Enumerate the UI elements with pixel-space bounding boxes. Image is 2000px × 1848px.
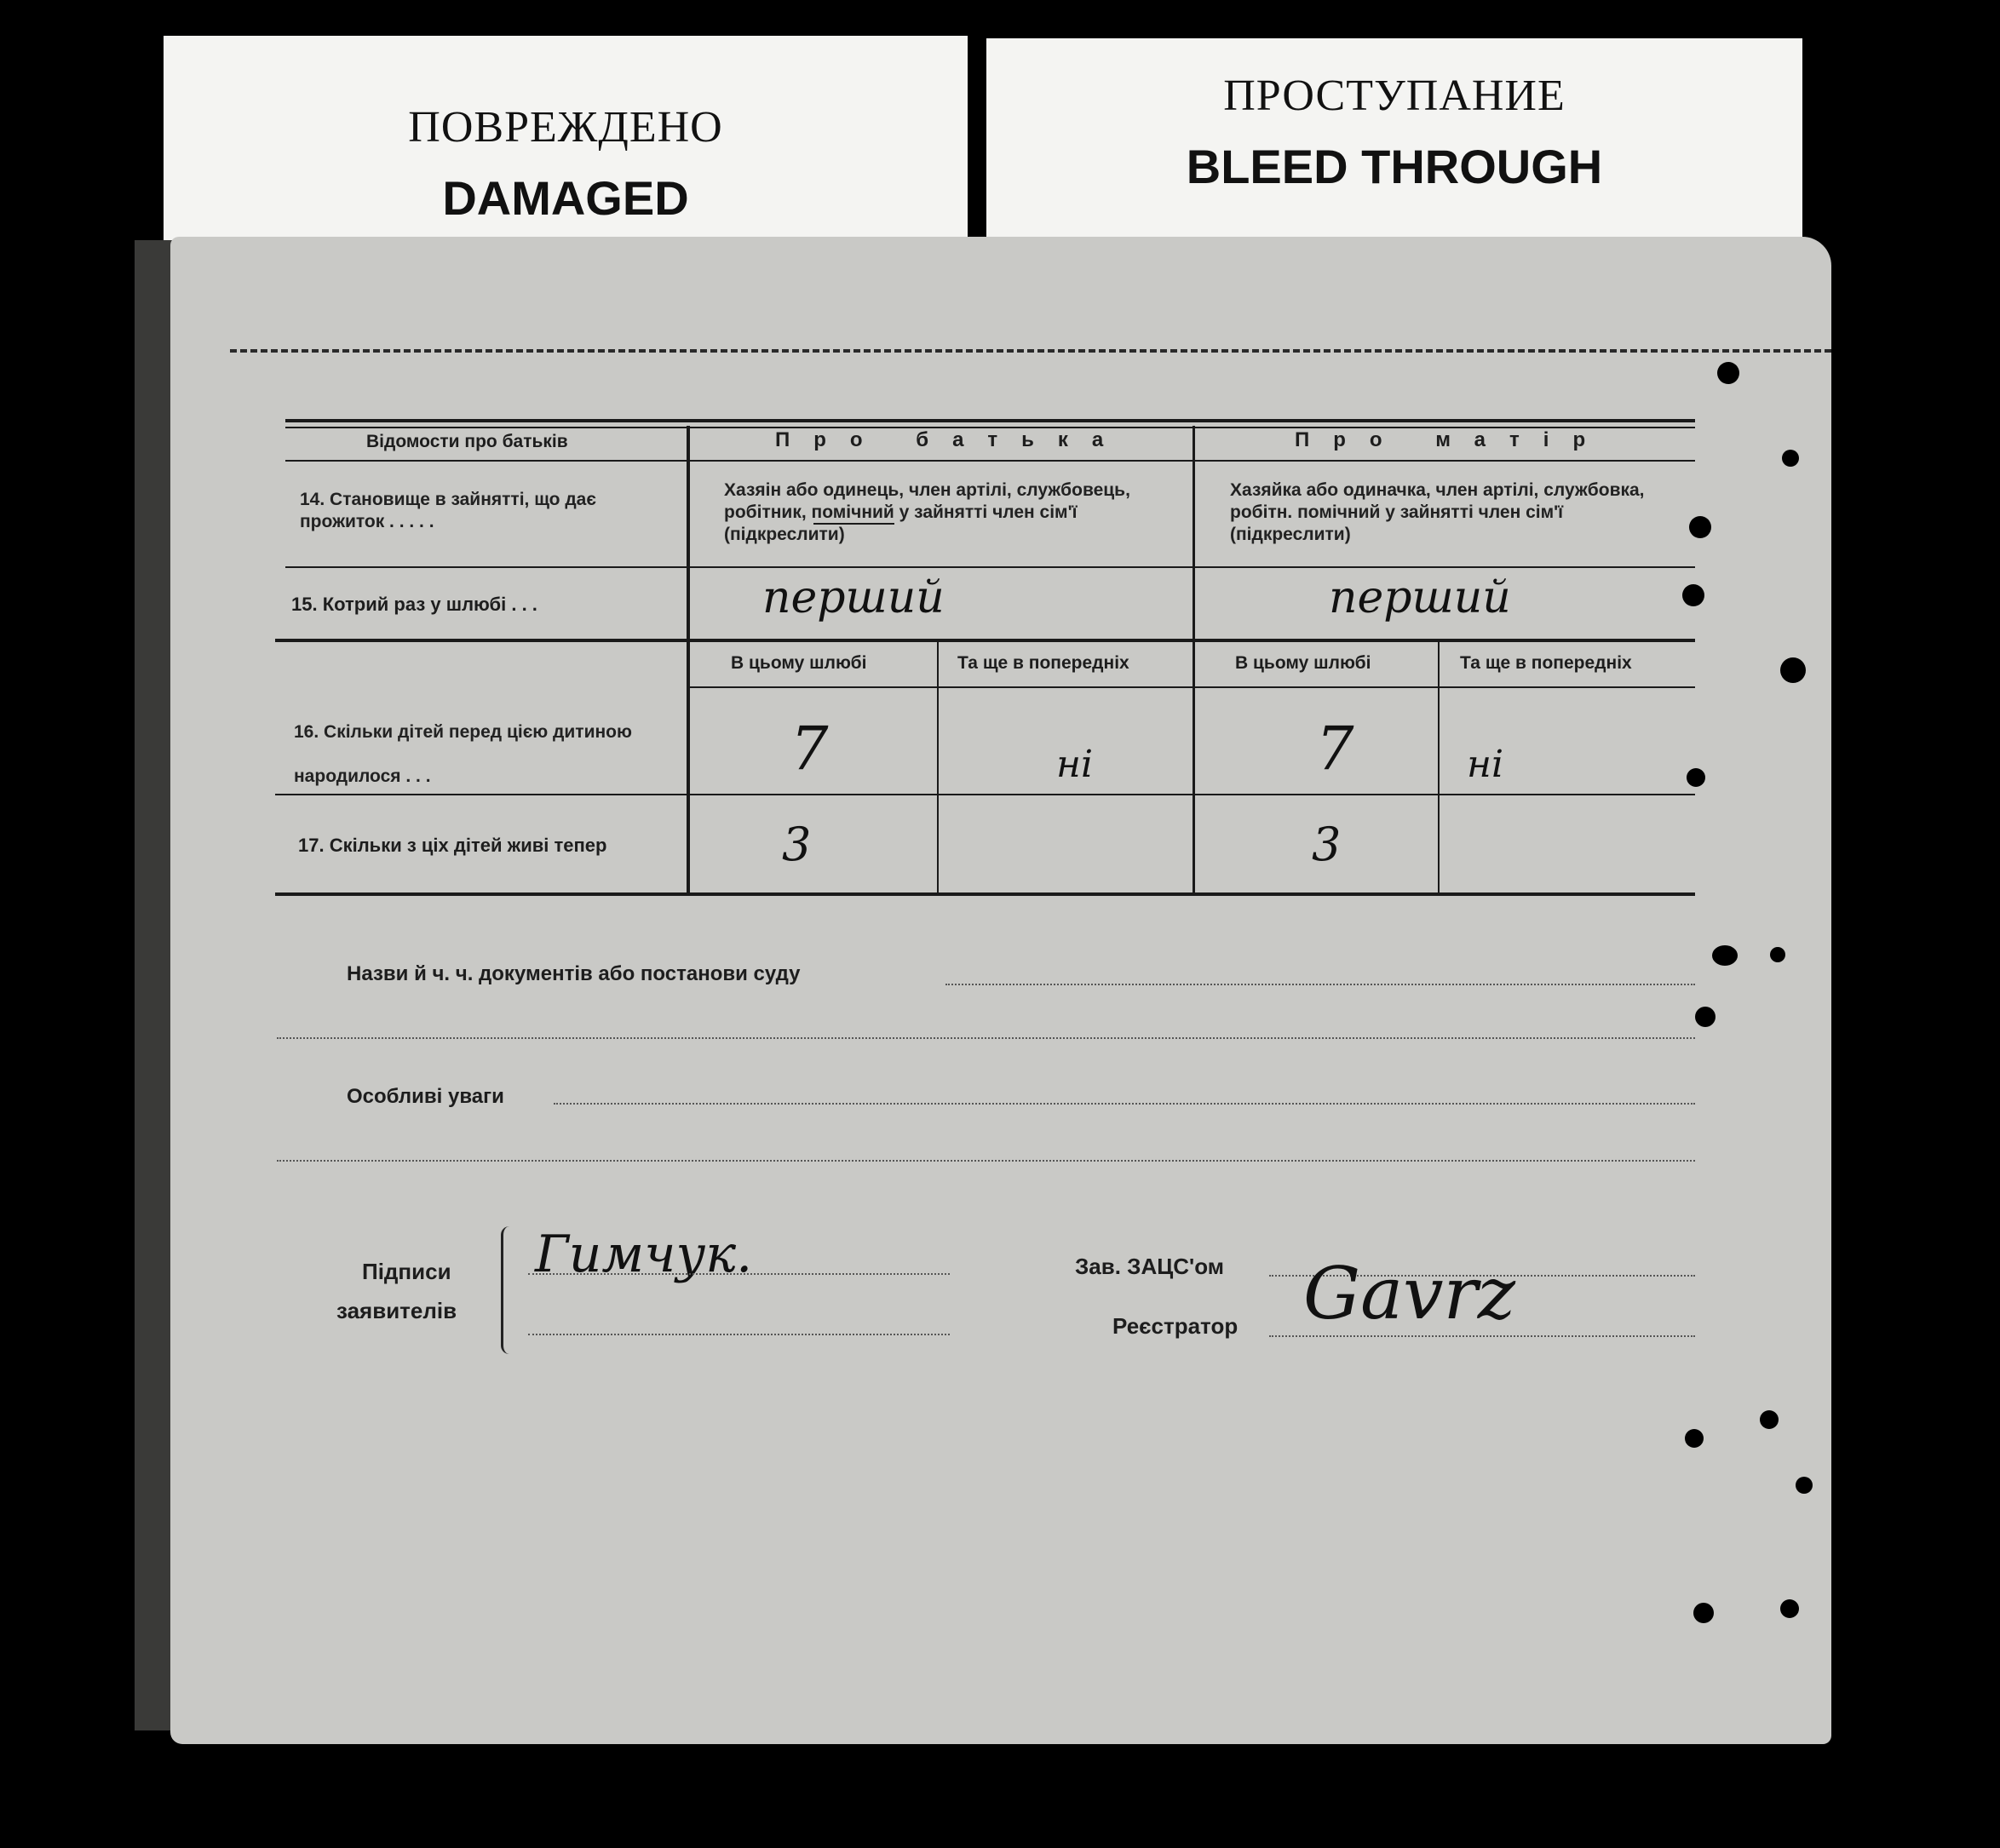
row16-father-prev: ні [1056,743,1094,786]
row16-mother-prev: ні [1467,743,1504,786]
subheader-father-prev: Та ще в попередніх [957,653,1129,673]
applicants-label: заявителів [336,1298,457,1323]
registrar-signature: Gavrz [1303,1252,1516,1335]
punch-hole [1780,657,1806,683]
punch-hole [1796,1477,1813,1494]
table-rule [285,460,1695,462]
punch-hole [1693,1603,1714,1623]
punch-hole [1712,945,1738,966]
row16-label: 16. Скільки дітей перед цією дитиною народилося . . . [294,722,632,786]
punch-hole [1687,768,1705,787]
damaged-label-en: DAMAGED [442,171,689,225]
signature-brace [501,1226,515,1354]
punch-hole [1760,1410,1779,1429]
bleed-through-label-card [986,38,1802,238]
punch-hole [1782,450,1799,467]
table-col-divider [1193,426,1195,894]
applicant-signature: Гимчук. [535,1225,753,1284]
row14-label: 14. Становище в зайнятті, що дає прожиток . . . . . [300,490,596,531]
header-about-father: Про батька [775,428,1128,451]
punch-hole [1780,1599,1799,1618]
row14-mother-options: Хазяйка або одиначка, член артілі, службовка, робітн. помічний у зайнятті член сім'ї (підкреслити) [1230,480,1645,544]
table-rule [285,566,1695,568]
documents-label: Назви й ч. ч. документів або постанови суду [347,962,801,985]
header-about-mother: Про матір [1295,428,1610,451]
documents-line [277,1037,1695,1039]
table-subcol-divider [937,642,939,894]
damaged-label-card [164,36,968,244]
registrar-label: Реєстратор [1112,1313,1239,1339]
table-col-divider [687,426,690,894]
table-rule [275,639,1695,642]
subheader-mother-this: В цьому шлюбі [1235,653,1371,673]
punch-hole [1717,362,1739,384]
row14-father-options: Хазяін або одинець, член артілі, службовець, робітник, помічний у зайнятті член сім'ї (підкреслити) [724,480,1130,544]
notes-label: Особливі уваги [347,1085,504,1108]
punch-hole [1770,947,1785,962]
row17-label: 17. Скільки з ціх дітей живі тепер [298,835,607,856]
signatures-label: Підписи [362,1259,451,1284]
row16-mother-this: 7 [1316,714,1354,783]
row17-father-this: 3 [782,818,812,871]
row16-father-this: 7 [790,714,829,783]
notes-line [554,1103,1695,1105]
underline-mark [813,523,894,525]
row17-mother-this: 3 [1312,818,1342,871]
punch-hole [1685,1429,1704,1448]
row15-label: 15. Котрий раз у шлюбі . . . [291,594,537,615]
registrar-line [1269,1335,1695,1337]
applicant-signature-line [528,1273,950,1275]
row15-mother-handwriting: перший [1329,572,1511,623]
damaged-label-ru: ПОВРЕЖДЕНО [408,103,723,152]
notes-line [277,1160,1695,1162]
bleed-through-label-ru: ПРОСТУПАНИЕ [1223,72,1566,120]
table-subcol-divider [1438,642,1440,894]
subheader-mother-prev: Та ще в попередніх [1460,653,1632,673]
applicant-signature-line [528,1334,950,1335]
document-page [170,237,1831,1744]
table-bottom-rule [275,892,1695,896]
table-top-rule [285,419,1695,422]
documents-line [945,984,1695,985]
row15-father-handwriting: перший [762,572,945,623]
perforation-line [230,349,1831,353]
punch-hole [1682,584,1704,606]
registry-head-label: Зав. ЗАЦС'ом [1075,1254,1224,1279]
punch-hole [1695,1007,1716,1027]
bleed-through-label-en: BLEED THROUGH [1186,140,1603,193]
header-parents-info: Відомости про батьків [366,432,568,451]
subheader-father-this: В цьому шлюбі [731,653,867,673]
punch-hole [1689,516,1711,538]
